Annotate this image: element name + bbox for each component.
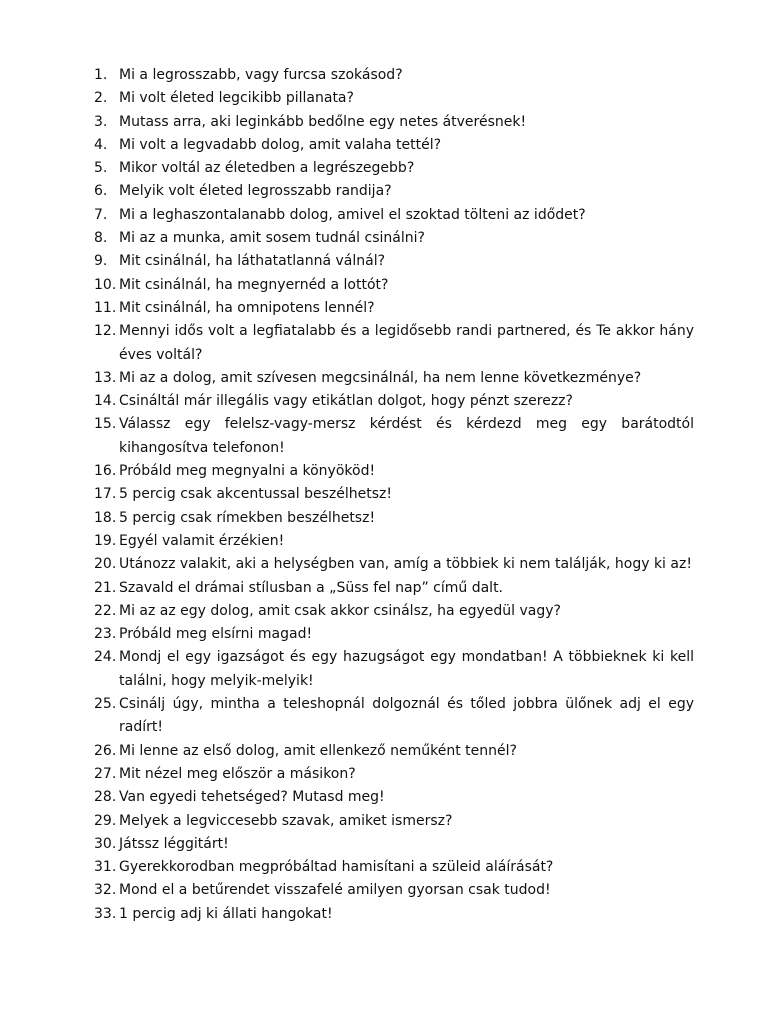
list-item	[94, 856, 694, 879]
list-item	[94, 623, 694, 646]
item-number: 1.	[94, 67, 108, 83]
item-number: 6.	[94, 183, 108, 200]
list-item	[94, 111, 694, 134]
item-text: Mit csinálnál, ha omnipotens lennél?	[119, 299, 375, 316]
item-number: 5.	[94, 160, 108, 177]
item-text: Utánozz valakit, aki a helységben van, amíg a többiek ki nem találják, hogy ki az!	[119, 556, 692, 573]
list-item	[94, 646, 694, 693]
item-text: Mi az a munka, amit sosem tudnál csinálni?	[119, 230, 425, 247]
list-item	[94, 786, 694, 809]
list-item	[94, 367, 694, 390]
item-text: Mit csinálnál, ha láthatatlanná válnál?	[119, 253, 386, 270]
item-text: Gyerekkorodban megpróbáltad hamisítani a szüleid aláírását?	[119, 859, 554, 876]
list-item	[94, 553, 694, 576]
list-item	[94, 204, 694, 227]
item-text: Melyik volt életed legrosszabb randija?	[119, 183, 392, 200]
item-number: 15.	[94, 416, 117, 433]
list-item	[94, 600, 694, 623]
item-number: 4.	[94, 136, 108, 153]
item-number: 21.	[94, 579, 117, 596]
item-number: 19.	[94, 532, 117, 549]
item-text: Próbáld meg elsírni magad!	[119, 626, 313, 643]
list-item	[94, 740, 694, 763]
item-number: 14.	[94, 393, 117, 410]
item-text: Mond el a betűrendet visszafelé amilyen gyorsan csak tudod!	[119, 882, 551, 899]
item-text: Szavald el drámai stílusban a „Süss fel nap” című dalt.	[119, 579, 504, 596]
list-item	[94, 507, 694, 530]
item-text: Csinálj úgy, mintha a teleshopnál dolgoznál és tőled jobbra ülőnek adj el egy radírt!	[119, 696, 694, 736]
list-item	[94, 903, 694, 926]
item-number: 7.	[94, 206, 108, 223]
item-number: 23.	[94, 626, 117, 643]
item-number: 25.	[94, 696, 117, 713]
item-text: Mi volt életed legcikibb pillanata?	[119, 90, 354, 107]
item-number: 12.	[94, 323, 117, 340]
item-text: Mi volt a legvadabb dolog, amit valaha tettél?	[119, 136, 442, 153]
list-item	[94, 460, 694, 483]
item-text: Mi az az egy dolog, amit csak akkor csinálsz, ha egyedül vagy?	[119, 602, 561, 619]
list-item	[94, 879, 694, 902]
item-text: Próbáld meg megnyalni a könyököd!	[119, 463, 376, 480]
item-number: 11.	[94, 299, 117, 316]
item-text: 5 percig csak akcentussal beszélhetsz!	[119, 486, 392, 503]
item-number: 10.	[94, 276, 117, 293]
item-number: 32.	[94, 882, 117, 899]
item-text: Mi a leghaszontalanabb dolog, amivel el szoktad tölteni az idődet?	[119, 206, 586, 223]
item-text: Melyek a legviccesebb szavak, amiket ismersz?	[119, 812, 453, 829]
item-number: 17.	[94, 486, 117, 503]
list-item	[94, 693, 694, 740]
list-item	[94, 180, 694, 203]
list-item	[94, 87, 694, 110]
list-item	[94, 157, 694, 180]
item-text: Mi a legrosszabb, vagy furcsa szokásod?	[119, 67, 403, 83]
list-item	[94, 297, 694, 320]
item-number: 30.	[94, 835, 117, 852]
item-number: 33.	[94, 905, 117, 922]
list-item	[94, 274, 694, 297]
item-number: 22.	[94, 602, 117, 619]
item-number: 26.	[94, 742, 117, 759]
item-number: 28.	[94, 789, 117, 806]
list-item	[94, 530, 694, 553]
list-item	[94, 413, 694, 460]
item-number: 31.	[94, 859, 117, 876]
list-item	[94, 833, 694, 856]
item-text: Mikor voltál az életedben a legrészegebb?	[119, 160, 415, 177]
list-item	[94, 64, 694, 87]
list-item	[94, 483, 694, 506]
list-item	[94, 390, 694, 413]
item-number: 8.	[94, 230, 108, 247]
item-text: Egyél valamit érzékien!	[119, 532, 285, 549]
item-number: 20.	[94, 556, 117, 573]
item-number: 9.	[94, 253, 108, 270]
list-item	[94, 810, 694, 833]
list-item	[94, 577, 694, 600]
item-text: Csináltál már illegális vagy etikátlan dolgot, hogy pénzt szerezz?	[119, 393, 573, 410]
item-number: 13.	[94, 369, 117, 386]
item-number: 16.	[94, 463, 117, 480]
list-item	[94, 227, 694, 250]
list-item	[94, 250, 694, 273]
question-list	[94, 64, 694, 926]
item-number: 3.	[94, 113, 108, 130]
item-text: 1 percig adj ki állati hangokat!	[119, 905, 333, 922]
item-text: Mi az a dolog, amit szívesen megcsinálnál, ha nem lenne következménye?	[119, 369, 642, 386]
item-text: Mi lenne az első dolog, amit ellenkező neműként tennél?	[119, 742, 517, 759]
item-text: Játssz léggitárt!	[119, 835, 229, 852]
item-text: Mennyi idős volt a legfiatalabb és a legidősebb randi partnered, és Te akkor hány éves voltál?	[119, 323, 694, 363]
item-number: 24.	[94, 649, 117, 666]
item-text: Van egyedi tehetséged? Mutasd meg!	[119, 789, 385, 806]
item-text: Mutass arra, aki leginkább bedőlne egy netes átverésnek!	[119, 113, 527, 130]
item-text: Mit csinálnál, ha megnyernéd a lottót?	[119, 276, 389, 293]
item-text: Válassz egy felelsz-vagy-mersz kérdést és kérdezd meg egy barátodtól kihangosítva telefonon!	[119, 416, 694, 456]
list-item	[94, 763, 694, 786]
item-number: 2.	[94, 90, 108, 107]
item-number: 18.	[94, 509, 117, 526]
list-item	[94, 134, 694, 157]
item-text: 5 percig csak rímekben beszélhetsz!	[119, 509, 376, 526]
item-text: Mit nézel meg először a másikon?	[119, 765, 356, 782]
list-item	[94, 320, 694, 367]
item-text: Mondj el egy igazságot és egy hazugságot egy mondatban! A többieknek ki kell találni, hogy melyik-melyik!	[119, 649, 694, 689]
item-number: 29.	[94, 812, 117, 829]
item-number: 27.	[94, 765, 117, 782]
